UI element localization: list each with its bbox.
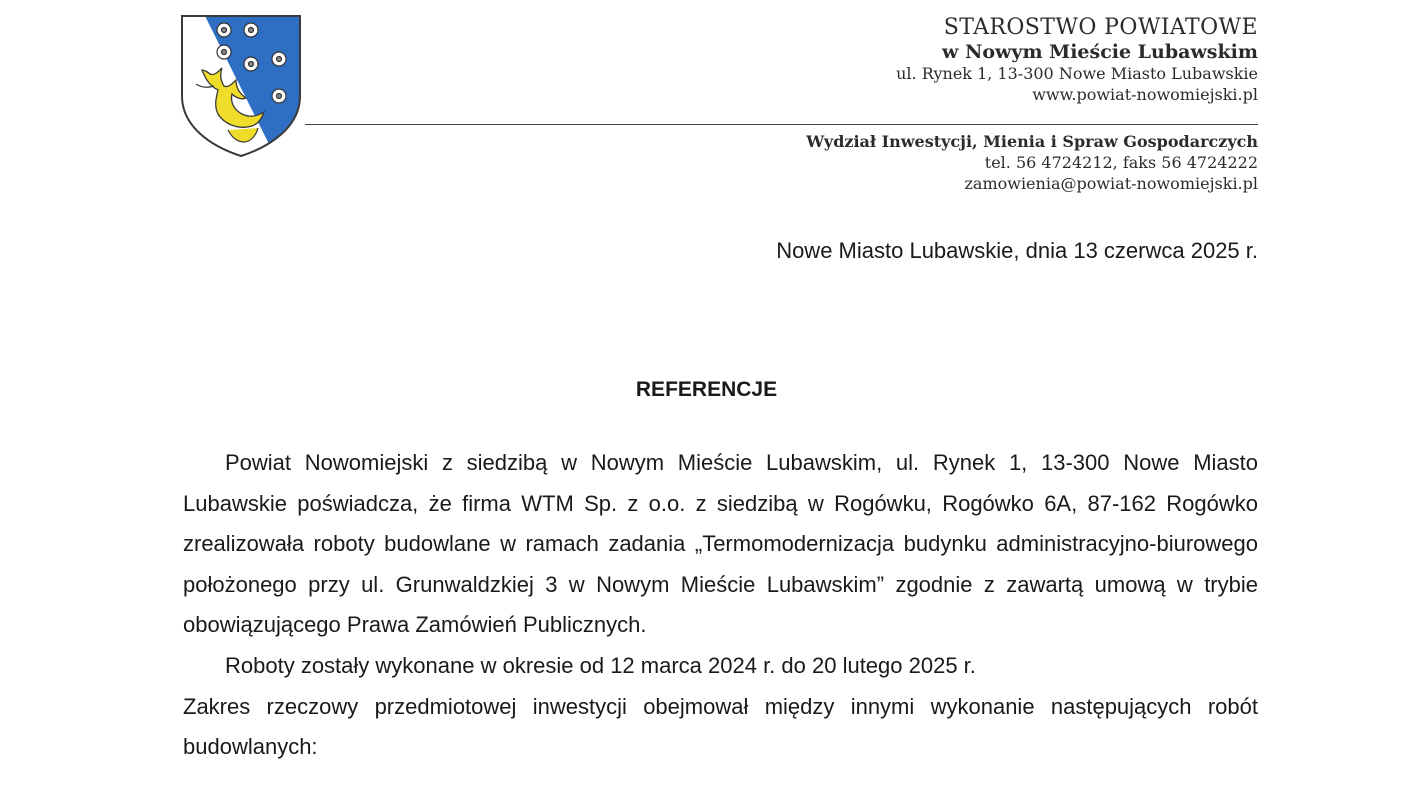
institution-address: ul. Rynek 1, 13-300 Nowe Miasto Lubawskie — [896, 64, 1258, 83]
department-phone: tel. 56 4724212, faks 56 4724222 — [984, 153, 1258, 172]
department-name: Wydział Inwestycji, Mienia i Spraw Gospodarczych — [806, 132, 1258, 151]
document-body — [183, 443, 1258, 768]
institution-location: w Nowym Mieście Lubawskim — [942, 41, 1258, 63]
document-title: REFERENCJE — [635, 378, 778, 401]
coat-of-arms-logo — [180, 14, 302, 158]
letterhead-divider — [305, 124, 1258, 125]
department-block — [806, 131, 1258, 194]
paragraph-scope: Zakres rzeczowy przedmiotowej inwestycji obejmował między innymi wykonanie następujących robót budowlanych: — [183, 693, 1258, 760]
paragraph-reference: Powiat Nowomiejski z siedzibą w Nowym Mieście Lubawskim, ul. Rynek 1, 13-300 Nowe Miasto Lubawskie poświadcza, że firma WTM Sp. z o.o. z siedzibą w Rogówku, Rogówko 6A, 87-162 Rogówko zrealizowała roboty budowlane w ramach zadania „Termomodernizacja budynku administracyjno-biurowego położonego przy ul. Grunwaldzkiej 3 w Nowym Mieście Lubawskim” zgodnie z zawartą umową w trybie obowiązującego Prawa Zamówień Publicznych. — [183, 450, 1258, 638]
institution-website: www.powiat-nowomiejski.pl — [1032, 85, 1258, 104]
institution-name: STAROSTWO POWIATOWE — [943, 15, 1258, 40]
document-date: Nowe Miasto Lubawskie, dnia 13 czerwca 2025 r. — [776, 238, 1258, 263]
department-email: zamowienia@powiat-nowomiejski.pl — [964, 174, 1258, 193]
letterhead — [896, 14, 1258, 105]
paragraph-period: Roboty zostały wykonane w okresie od 12 marca 2024 r. do 20 lutego 2025 r. — [225, 652, 976, 678]
